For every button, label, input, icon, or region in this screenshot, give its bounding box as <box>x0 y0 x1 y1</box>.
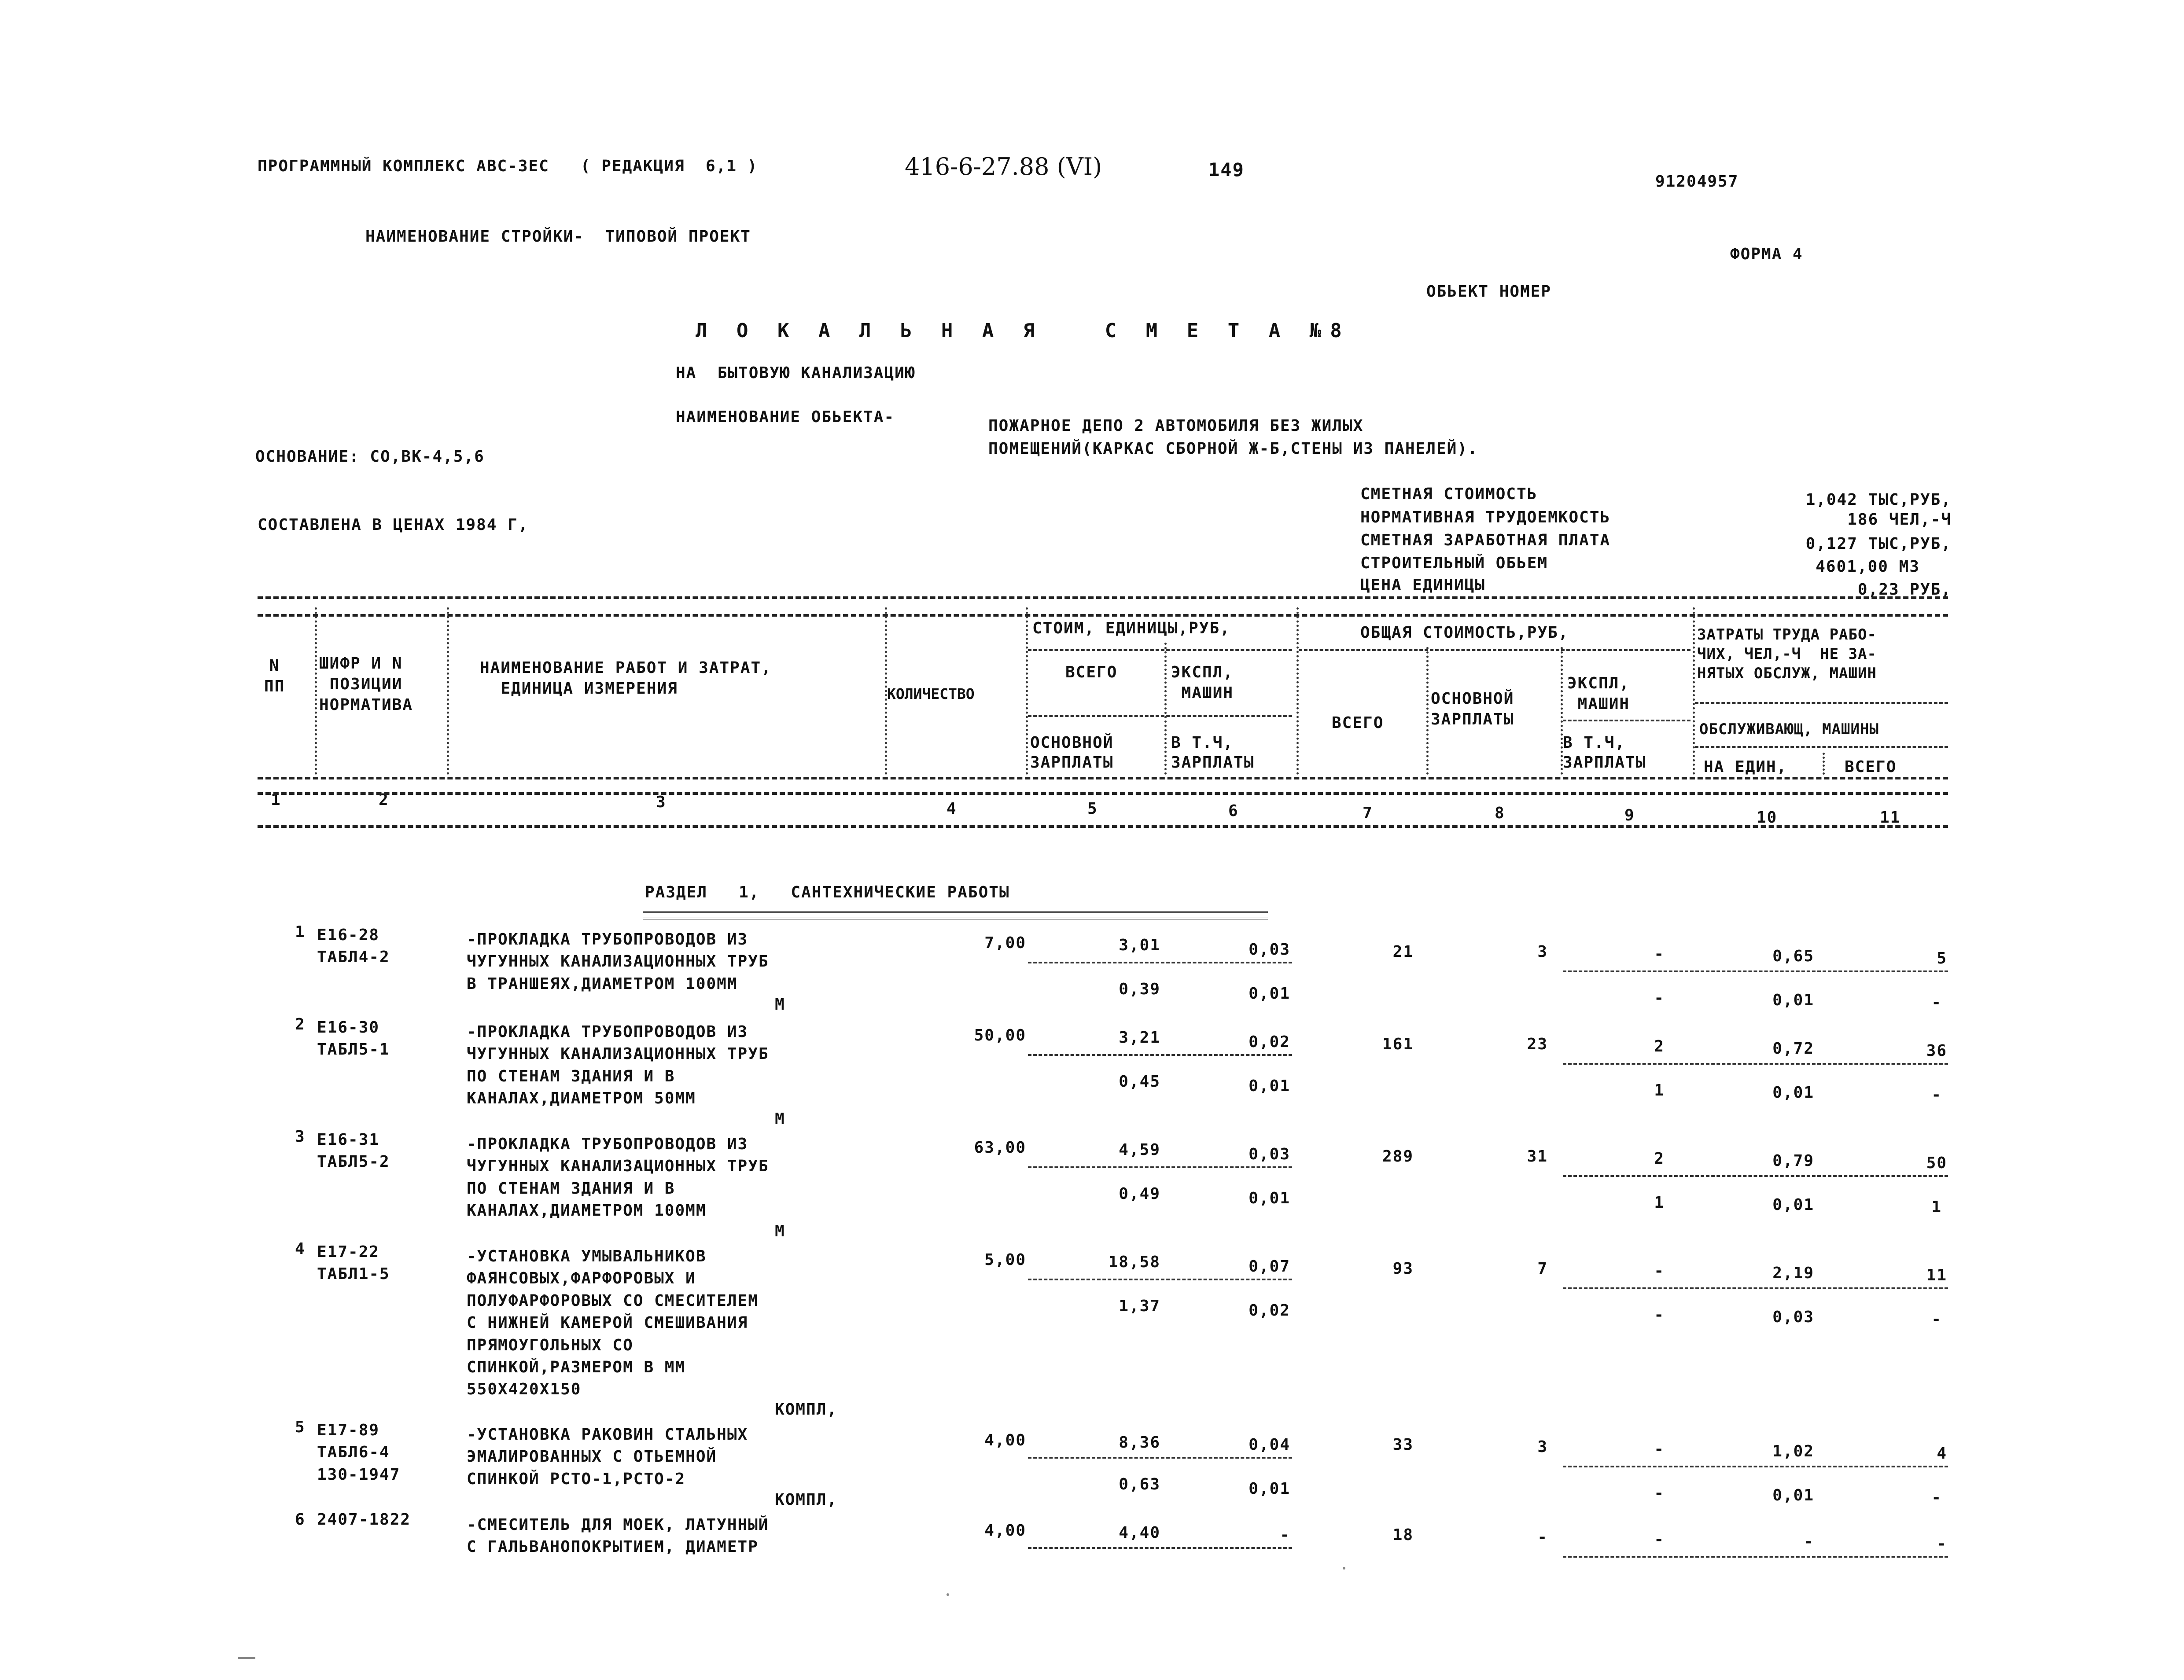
header-subrule <box>1695 746 1948 748</box>
row-rule <box>1563 1287 1948 1289</box>
page-number: 149 <box>1208 159 1245 180</box>
column-number: 10 <box>1757 809 1778 827</box>
document-title: Л О К А Л Ь Н А Я С М Е Т А №8 <box>696 320 1351 342</box>
row-number: 1 <box>295 923 306 941</box>
scan-speck <box>1343 1567 1345 1570</box>
row-code: Е17-89 ТАБЛ6-4 130-1947 <box>317 1421 401 1484</box>
row-unit-machine: 0,04 <box>1249 1436 1290 1454</box>
row-number: 2 <box>295 1015 306 1033</box>
summary-label: СМЕТНАЯ ЗАРАБОТНАЯ ПЛАТА <box>1360 531 1611 549</box>
row-machine: - <box>1654 1262 1665 1280</box>
row-machine: 2 <box>1654 1037 1665 1055</box>
summary-label: ЦЕНА ЕДИНИЦЫ <box>1360 576 1486 594</box>
row-unit-incl: 0,01 <box>1249 1480 1290 1498</box>
row-rule <box>1028 1166 1292 1168</box>
row-machine: 2 <box>1654 1150 1665 1168</box>
header-unit-incl: В Т.Ч, ЗАРПЛАТЫ <box>1171 734 1255 772</box>
header-rule <box>258 825 1948 828</box>
row-machine: - <box>1654 1530 1665 1548</box>
column-separator <box>1296 607 1299 775</box>
row-description: -ПРОКЛАДКА ТРУБОПРОВОДОВ ИЗ ЧУГУННЫХ КАНАЛИЗАЦИОННЫХ ТРУБ ПО СТЕНАМ ЗДАНИЯ И В КАНАЛАХ,ДИАМЕТРОМ 100ММ <box>467 1135 769 1220</box>
row-total: 161 <box>1382 1035 1414 1053</box>
row-code: 2407-1822 <box>317 1511 411 1529</box>
row-labor-total: 50 <box>1926 1154 1947 1172</box>
row-rule <box>1563 1063 1948 1065</box>
header-subrule <box>1563 720 1690 721</box>
column-number: 8 <box>1495 804 1505 822</box>
section-underline <box>643 911 1268 915</box>
row-number: 3 <box>295 1128 306 1146</box>
row-machine-incl: 1 <box>1654 1081 1665 1099</box>
row-code: Е16-28 ТАБЛ4-2 <box>317 926 390 967</box>
row-unit: М <box>775 996 785 1014</box>
header-rule <box>258 596 1948 599</box>
row-rule <box>1028 1547 1292 1549</box>
row-service-unit: 0,03 <box>1772 1308 1814 1326</box>
row-labor-total: 11 <box>1926 1266 1947 1284</box>
header-unit-cost: СТОИМ, ЕДИНИЦЫ,РУБ, <box>1032 619 1230 637</box>
program-name: ПРОГРАММНЫЙ КОМПЛЕКС АВС-ЗЕС ( РЕДАКЦИЯ 6,1 ) <box>258 157 758 175</box>
row-unit-wage: 0,45 <box>1119 1073 1160 1091</box>
row-wage: 23 <box>1527 1035 1548 1053</box>
row-unit-wage: 0,49 <box>1119 1185 1160 1203</box>
row-rule <box>1028 1457 1292 1459</box>
row-labor-unit: 0,79 <box>1772 1152 1814 1170</box>
row-wage: 3 <box>1537 943 1548 961</box>
header-labor: ЗАТРАТЫ ТРУДА РАБО- ЧИХ, ЧЕЛ,-Ч НЕ ЗА- НЯТЫХ ОБСЛУЖ, МАШИН <box>1697 626 1877 683</box>
column-number: 6 <box>1228 802 1239 820</box>
row-rule <box>1028 1054 1292 1056</box>
column-separator <box>1426 647 1429 775</box>
row-quantity: 63,00 <box>974 1139 1026 1157</box>
row-total: 18 <box>1392 1526 1414 1544</box>
header-unit-wage: ОСНОВНОЙ ЗАРПЛАТЫ <box>1030 734 1114 772</box>
header-col-quantity: КОЛИЧЕСТВО <box>887 685 975 702</box>
row-labor-total: 4 <box>1937 1445 1947 1463</box>
row-wage: - <box>1537 1528 1548 1546</box>
row-rule <box>1563 1556 1948 1558</box>
row-number: 4 <box>295 1240 306 1258</box>
row-service-unit: 0,01 <box>1772 1196 1814 1214</box>
row-labor-unit: 0,72 <box>1772 1040 1814 1058</box>
row-quantity: 7,00 <box>984 934 1026 952</box>
row-description: -ПРОКЛАДКА ТРУБОПРОВОДОВ ИЗ ЧУГУННЫХ КАНАЛИЗАЦИОННЫХ ТРУБ ПО СТЕНАМ ЗДАНИЯ И В КАНАЛАХ,ДИАМЕТРОМ 50ММ <box>467 1023 769 1108</box>
row-rule <box>1563 1466 1948 1467</box>
header-unit-total: ВСЕГО <box>1065 663 1118 681</box>
row-total: 93 <box>1392 1260 1414 1278</box>
summary-value: 0,127 ТЫС,РУБ, <box>1805 535 1952 553</box>
row-unit-total: 4,40 <box>1119 1524 1160 1542</box>
row-service-unit: 0,01 <box>1772 1486 1814 1504</box>
document-subtitle: НА БЫТОВУЮ КАНАЛИЗАЦИЮ <box>676 364 916 382</box>
header-unit-machine: ЭКСПЛ, МАШИН <box>1171 663 1234 702</box>
section-title: РАЗДЕЛ 1, САНТЕХНИЧЕСКИЕ РАБОТЫ <box>645 883 1010 901</box>
row-code: Е16-31 ТАБЛ5-2 <box>317 1131 390 1171</box>
row-unit-total: 3,01 <box>1119 936 1160 954</box>
header-rule <box>258 792 1948 795</box>
row-quantity: 50,00 <box>974 1026 1026 1044</box>
row-total: 21 <box>1392 943 1414 961</box>
row-unit: КОМПЛ, <box>775 1491 838 1509</box>
header-rule <box>258 777 1948 779</box>
row-unit-incl: 0,02 <box>1249 1301 1290 1320</box>
row-unit-total: 4,59 <box>1119 1141 1160 1159</box>
row-unit-total: 3,21 <box>1119 1029 1160 1047</box>
row-wage: 3 <box>1537 1438 1548 1456</box>
row-quantity: 5,00 <box>984 1251 1026 1269</box>
header-subrule <box>1028 649 1292 651</box>
header-labor-total: ВСЕГО <box>1845 758 1897 776</box>
row-description: -ПРОКЛАДКА ТРУБОПРОВОДОВ ИЗ ЧУГУННЫХ КАНАЛИЗАЦИОННЫХ ТРУБ В ТРАНШЕЯХ,ДИАМЕТРОМ 100ММ <box>467 930 769 993</box>
row-unit-incl: 0,01 <box>1249 985 1290 1003</box>
object-description-line2: ПОМЕЩЕНИЙ(КАРКАС СБОРНОЙ Ж-Б,СТЕНЫ ИЗ ПАНЕЛЕЙ). <box>988 440 1478 458</box>
row-unit-machine: 0,07 <box>1249 1257 1290 1276</box>
row-unit-incl: 0,01 <box>1249 1189 1290 1207</box>
row-unit-wage: 0,39 <box>1119 980 1160 998</box>
row-unit-machine: - <box>1280 1526 1290 1544</box>
column-number: 9 <box>1624 806 1635 824</box>
row-unit-wage: 1,37 <box>1119 1297 1160 1315</box>
row-service-total: - <box>1931 1310 1942 1328</box>
column-number: 4 <box>947 800 957 818</box>
row-rule <box>1563 971 1948 972</box>
row-number: 5 <box>295 1418 306 1436</box>
column-separator <box>1026 607 1028 775</box>
row-wage: 31 <box>1527 1147 1548 1165</box>
column-number: 11 <box>1880 809 1901 827</box>
column-separator <box>1693 607 1695 775</box>
row-unit-machine: 0,02 <box>1249 1033 1290 1051</box>
row-machine: - <box>1654 945 1665 963</box>
price-level: СОСТАВЛЕНА В ЦЕНАХ 1984 Г, <box>258 516 529 534</box>
row-labor-unit: 2,19 <box>1772 1264 1814 1282</box>
row-description: -УСТАНОВКА РАКОВИН СТАЛЬНЫХ ЭМАЛИРОВАННЫХ С ОТЬЕМНОЙ СПИНКОЙ РСТО-1,РСТО-2 <box>467 1426 748 1488</box>
row-unit-total: 18,58 <box>1108 1253 1160 1271</box>
scan-speck <box>238 1657 255 1659</box>
column-separator <box>1823 753 1825 775</box>
row-machine-incl: 1 <box>1654 1194 1665 1212</box>
header-subrule <box>1299 649 1690 651</box>
document-number: 91204957 <box>1655 173 1739 191</box>
header-subrule <box>1695 702 1948 704</box>
column-separator <box>315 607 317 775</box>
column-separator <box>447 607 449 775</box>
row-machine-incl: - <box>1654 989 1665 1007</box>
column-number: 2 <box>379 791 389 809</box>
object-number: ОБЬЕКТ НОМЕР <box>1426 283 1552 301</box>
row-labor-total: 5 <box>1937 949 1947 967</box>
summary-label: СТРОИТЕЛЬНЫЙ ОБЬЕМ <box>1360 554 1548 572</box>
row-labor-unit: 1,02 <box>1772 1442 1814 1460</box>
row-quantity: 4,00 <box>984 1431 1026 1449</box>
row-service-total: 1 <box>1931 1198 1942 1216</box>
header-labor-service: ОБСЛУЖИВАЮЩ, МАШИНЫ <box>1699 721 1879 738</box>
row-number: 6 <box>295 1511 306 1529</box>
summary-value: 4601,00 М3 <box>1816 558 1920 576</box>
row-description: -СМЕСИТЕЛЬ ДЛЯ МОЕК, ЛАТУННЫЙ С ГАЛЬВАНОПОКРЫТИЕМ, ДИАМЕТР <box>467 1516 769 1556</box>
row-service-total: - <box>1931 993 1942 1011</box>
row-unit: М <box>775 1110 785 1128</box>
header-col-number: N ПП <box>264 657 285 695</box>
row-total: 33 <box>1392 1436 1414 1454</box>
row-service-total: - <box>1931 1489 1942 1507</box>
scan-speck <box>947 1593 949 1596</box>
row-unit: М <box>775 1222 785 1240</box>
row-code: Е17-22 ТАБЛ1-5 <box>317 1243 390 1283</box>
row-rule <box>1028 1279 1292 1280</box>
form-number: ФОРМА 4 <box>1730 245 1803 263</box>
row-unit-incl: 0,01 <box>1249 1077 1290 1095</box>
header-total-machine: ЭКСПЛ, МАШИН <box>1567 674 1630 713</box>
row-service-total: - <box>1931 1086 1942 1104</box>
header-subrule <box>1028 715 1292 717</box>
header-total-wage: ОСНОВНОЙ ЗАРПЛАТЫ <box>1431 690 1514 728</box>
project-code: 416-6-27.88 (VI) <box>905 153 1102 180</box>
column-number: 5 <box>1087 800 1098 818</box>
row-labor-total: 36 <box>1926 1042 1947 1060</box>
row-code: Е16-30 ТАБЛ5-1 <box>317 1018 390 1059</box>
row-labor-unit: 0,65 <box>1772 947 1814 965</box>
row-service-unit: 0,01 <box>1772 991 1814 1009</box>
row-unit-machine: 0,03 <box>1249 1145 1290 1163</box>
construction-name: НАИМЕНОВАНИЕ СТРОЙКИ- ТИПОВОЙ ПРОЕКТ <box>365 228 751 246</box>
header-total-all: ВСЕГО <box>1332 714 1384 732</box>
row-machine-incl: - <box>1654 1484 1665 1502</box>
row-labor-total: - <box>1937 1535 1947 1553</box>
column-separator <box>1164 643 1167 775</box>
summary-value: 0,23 РУБ, <box>1857 581 1952 599</box>
header-col-code: ШИФР И N ПОЗИЦИИ НОРМАТИВА <box>319 654 413 714</box>
row-unit-wage: 0,63 <box>1119 1475 1160 1493</box>
header-col-name: НАИМЕНОВАНИЕ РАБОТ И ЗАТРАТ, ЕДИНИЦА ИЗМЕРЕНИЯ <box>480 659 772 698</box>
row-machine-incl: - <box>1654 1306 1665 1324</box>
row-unit-total: 8,36 <box>1119 1434 1160 1452</box>
summary-value: 186 ЧЕЛ,-Ч <box>1847 511 1952 529</box>
row-description: -УСТАНОВКА УМЫВАЛЬНИКОВ ФАЯНСОВЫХ,ФАРФОРОВЫХ И ПОЛУФАРФОРОВЫХ СО СМЕСИТЕЛЕМ С НИЖНЕЙ КАМЕРОЙ СМЕШИВАНИЯ ПРЯМОУГОЛЬНЫХ СО СПИНКОЙ,РАЗМЕРОМ В ММ 550Х420Х150 <box>467 1247 759 1399</box>
column-number: 7 <box>1363 804 1373 822</box>
header-total-incl: В Т.Ч, ЗАРПЛАТЫ <box>1563 734 1646 772</box>
row-total: 289 <box>1382 1147 1414 1165</box>
column-number: 1 <box>271 791 281 809</box>
row-unit-machine: 0,03 <box>1249 941 1290 959</box>
summary-value: 1,042 ТЫС,РУБ, <box>1805 491 1952 509</box>
column-number: 3 <box>656 793 667 811</box>
header-total-cost: ОБЩАЯ СТОИМОСТЬ,РУБ, <box>1360 624 1569 642</box>
section-underline <box>643 918 1268 921</box>
basis-text: ОСНОВАНИЕ: СО,ВК-4,5,6 <box>255 448 485 466</box>
row-wage: 7 <box>1537 1260 1548 1278</box>
row-service-unit: 0,01 <box>1772 1084 1814 1102</box>
object-label: НАИМЕНОВАНИЕ ОБЬЕКТА- <box>676 408 895 426</box>
summary-label: НОРМАТИВНАЯ ТРУДОЕМКОСТЬ <box>1360 508 1611 526</box>
row-machine: - <box>1654 1440 1665 1458</box>
row-rule <box>1028 962 1292 963</box>
header-labor-unit: НА ЕДИН, <box>1704 758 1787 776</box>
row-quantity: 4,00 <box>984 1522 1026 1540</box>
row-labor-unit: - <box>1804 1533 1814 1551</box>
row-unit: КОМПЛ, <box>775 1401 838 1419</box>
object-description-line1: ПОЖАРНОЕ ДЕПО 2 АВТОМОБИЛЯ БЕЗ ЖИЛЫХ <box>988 417 1364 435</box>
summary-label: СМЕТНАЯ СТОИМОСТЬ <box>1360 485 1538 503</box>
row-rule <box>1563 1175 1948 1177</box>
